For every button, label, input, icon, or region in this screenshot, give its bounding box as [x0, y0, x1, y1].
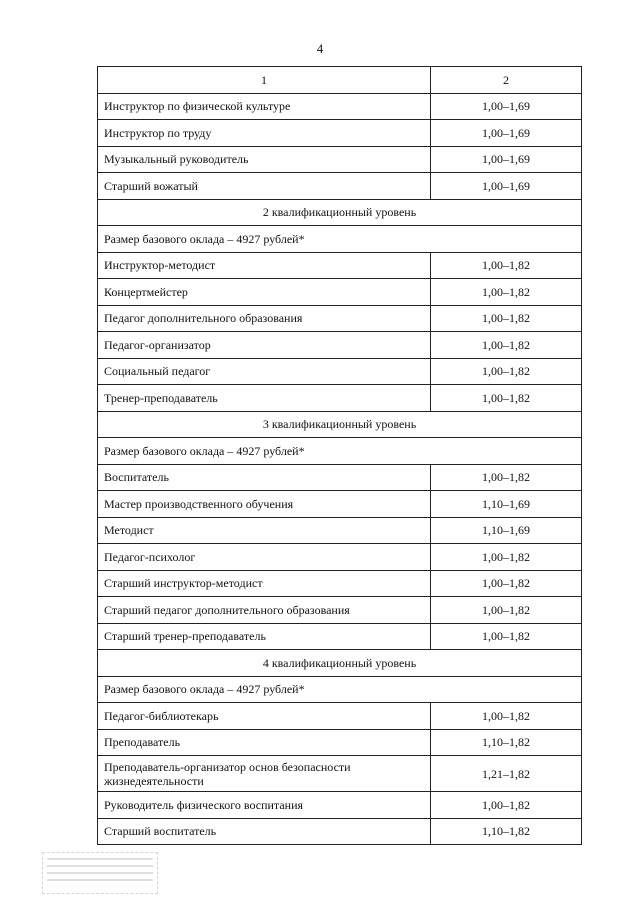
header-col-2: 2: [431, 67, 582, 94]
coefficient-range: 1,00–1,69: [431, 93, 582, 120]
position-name: Старший педагог дополнительного образования: [98, 597, 431, 624]
table-row: [98, 146, 582, 173]
table-row: [98, 597, 582, 624]
table-row: [98, 93, 582, 120]
position-name: Старший воспитатель: [98, 818, 431, 845]
coefficient-range: 1,00–1,82: [431, 792, 582, 819]
coefficient-range: 1,00–1,82: [431, 570, 582, 597]
base-salary-row: [98, 676, 582, 703]
position-name: Педагог-организатор: [98, 332, 431, 359]
coefficient-range: 1,00–1,82: [431, 305, 582, 332]
coefficient-range: 1,10–1,82: [431, 729, 582, 756]
table-row: [98, 120, 582, 147]
table-row: [98, 305, 582, 332]
page-number: 4: [316, 41, 324, 56]
position-name: Музыкальный руководитель: [98, 146, 431, 173]
coefficient-range: 1,10–1,82: [431, 818, 582, 845]
table-row: [98, 792, 582, 819]
coefficient-range: 1,00–1,82: [431, 252, 582, 279]
table-row: [98, 279, 582, 306]
base-salary-label: Размер базового оклада – 4927 рублей*: [98, 438, 582, 465]
table-row: [98, 623, 582, 650]
coefficient-range: 1,00–1,69: [431, 120, 582, 147]
coefficient-range: 1,00–1,69: [431, 146, 582, 173]
position-name: Преподаватель: [98, 729, 431, 756]
table-row: [98, 173, 582, 200]
table-row: [98, 570, 582, 597]
table-row: [98, 385, 582, 412]
position-name: Педагог дополнительного образования: [98, 305, 431, 332]
base-salary-row: [98, 226, 582, 253]
position-name: Инструктор-методист: [98, 252, 431, 279]
table-row: [98, 517, 582, 544]
coefficient-range: 1,00–1,82: [431, 464, 582, 491]
position-name: Старший вожатый: [98, 173, 431, 200]
coefficient-range: 1,00–1,82: [431, 544, 582, 571]
coefficient-range: 1,00–1,82: [431, 358, 582, 385]
table-row: [98, 756, 582, 792]
position-name: Мастер производственного обучения: [98, 491, 431, 518]
coefficient-range: 1,10–1,69: [431, 517, 582, 544]
base-salary-row: [98, 438, 582, 465]
base-salary-label: Размер базового оклада – 4927 рублей*: [98, 676, 582, 703]
coefficient-range: 1,00–1,82: [431, 597, 582, 624]
table-row: [98, 544, 582, 571]
table-header-row: [98, 67, 582, 94]
base-salary-label: Размер базового оклада – 4927 рублей*: [98, 226, 582, 253]
position-name: Воспитатель: [98, 464, 431, 491]
coefficient-range: 1,00–1,82: [431, 623, 582, 650]
coefficient-range: 1,00–1,82: [431, 332, 582, 359]
table-row: [98, 332, 582, 359]
coefficient-range: 1,21–1,82: [431, 756, 582, 792]
position-name: Инструктор по физической культуре: [98, 93, 431, 120]
coefficient-range: 1,00–1,82: [431, 385, 582, 412]
table-row: [98, 703, 582, 730]
registration-stamp: [42, 852, 158, 894]
coefficient-range: 1,00–1,82: [431, 279, 582, 306]
table-row: [98, 729, 582, 756]
qualification-level-row: [98, 650, 582, 677]
salary-coefficient-table: [97, 66, 582, 845]
table-row: [98, 252, 582, 279]
position-name: Старший инструктор-методист: [98, 570, 431, 597]
position-name: Руководитель физического воспитания: [98, 792, 431, 819]
position-name: Концертмейстер: [98, 279, 431, 306]
header-col-1: 1: [98, 67, 431, 94]
qualification-level-row: [98, 199, 582, 226]
position-name: Тренер-преподаватель: [98, 385, 431, 412]
coefficient-range: 1,00–1,69: [431, 173, 582, 200]
qualification-level-label: 3 квалификационный уровень: [98, 411, 582, 438]
coefficient-range: 1,00–1,82: [431, 703, 582, 730]
position-name: Методист: [98, 517, 431, 544]
qualification-level-label: 4 квалификационный уровень: [98, 650, 582, 677]
qualification-level-label: 2 квалификационный уровень: [98, 199, 582, 226]
coefficient-range: 1,10–1,69: [431, 491, 582, 518]
table-row: [98, 491, 582, 518]
qualification-level-row: [98, 411, 582, 438]
position-name: Старший тренер-преподаватель: [98, 623, 431, 650]
table-row: [98, 464, 582, 491]
position-name: Педагог-библиотекарь: [98, 703, 431, 730]
position-name: Инструктор по труду: [98, 120, 431, 147]
position-name: Педагог-психолог: [98, 544, 431, 571]
table-row: [98, 818, 582, 845]
table-row: [98, 358, 582, 385]
position-name: Преподаватель-организатор основ безопасности жизнедеятельности: [98, 756, 431, 792]
position-name: Социальный педагог: [98, 358, 431, 385]
